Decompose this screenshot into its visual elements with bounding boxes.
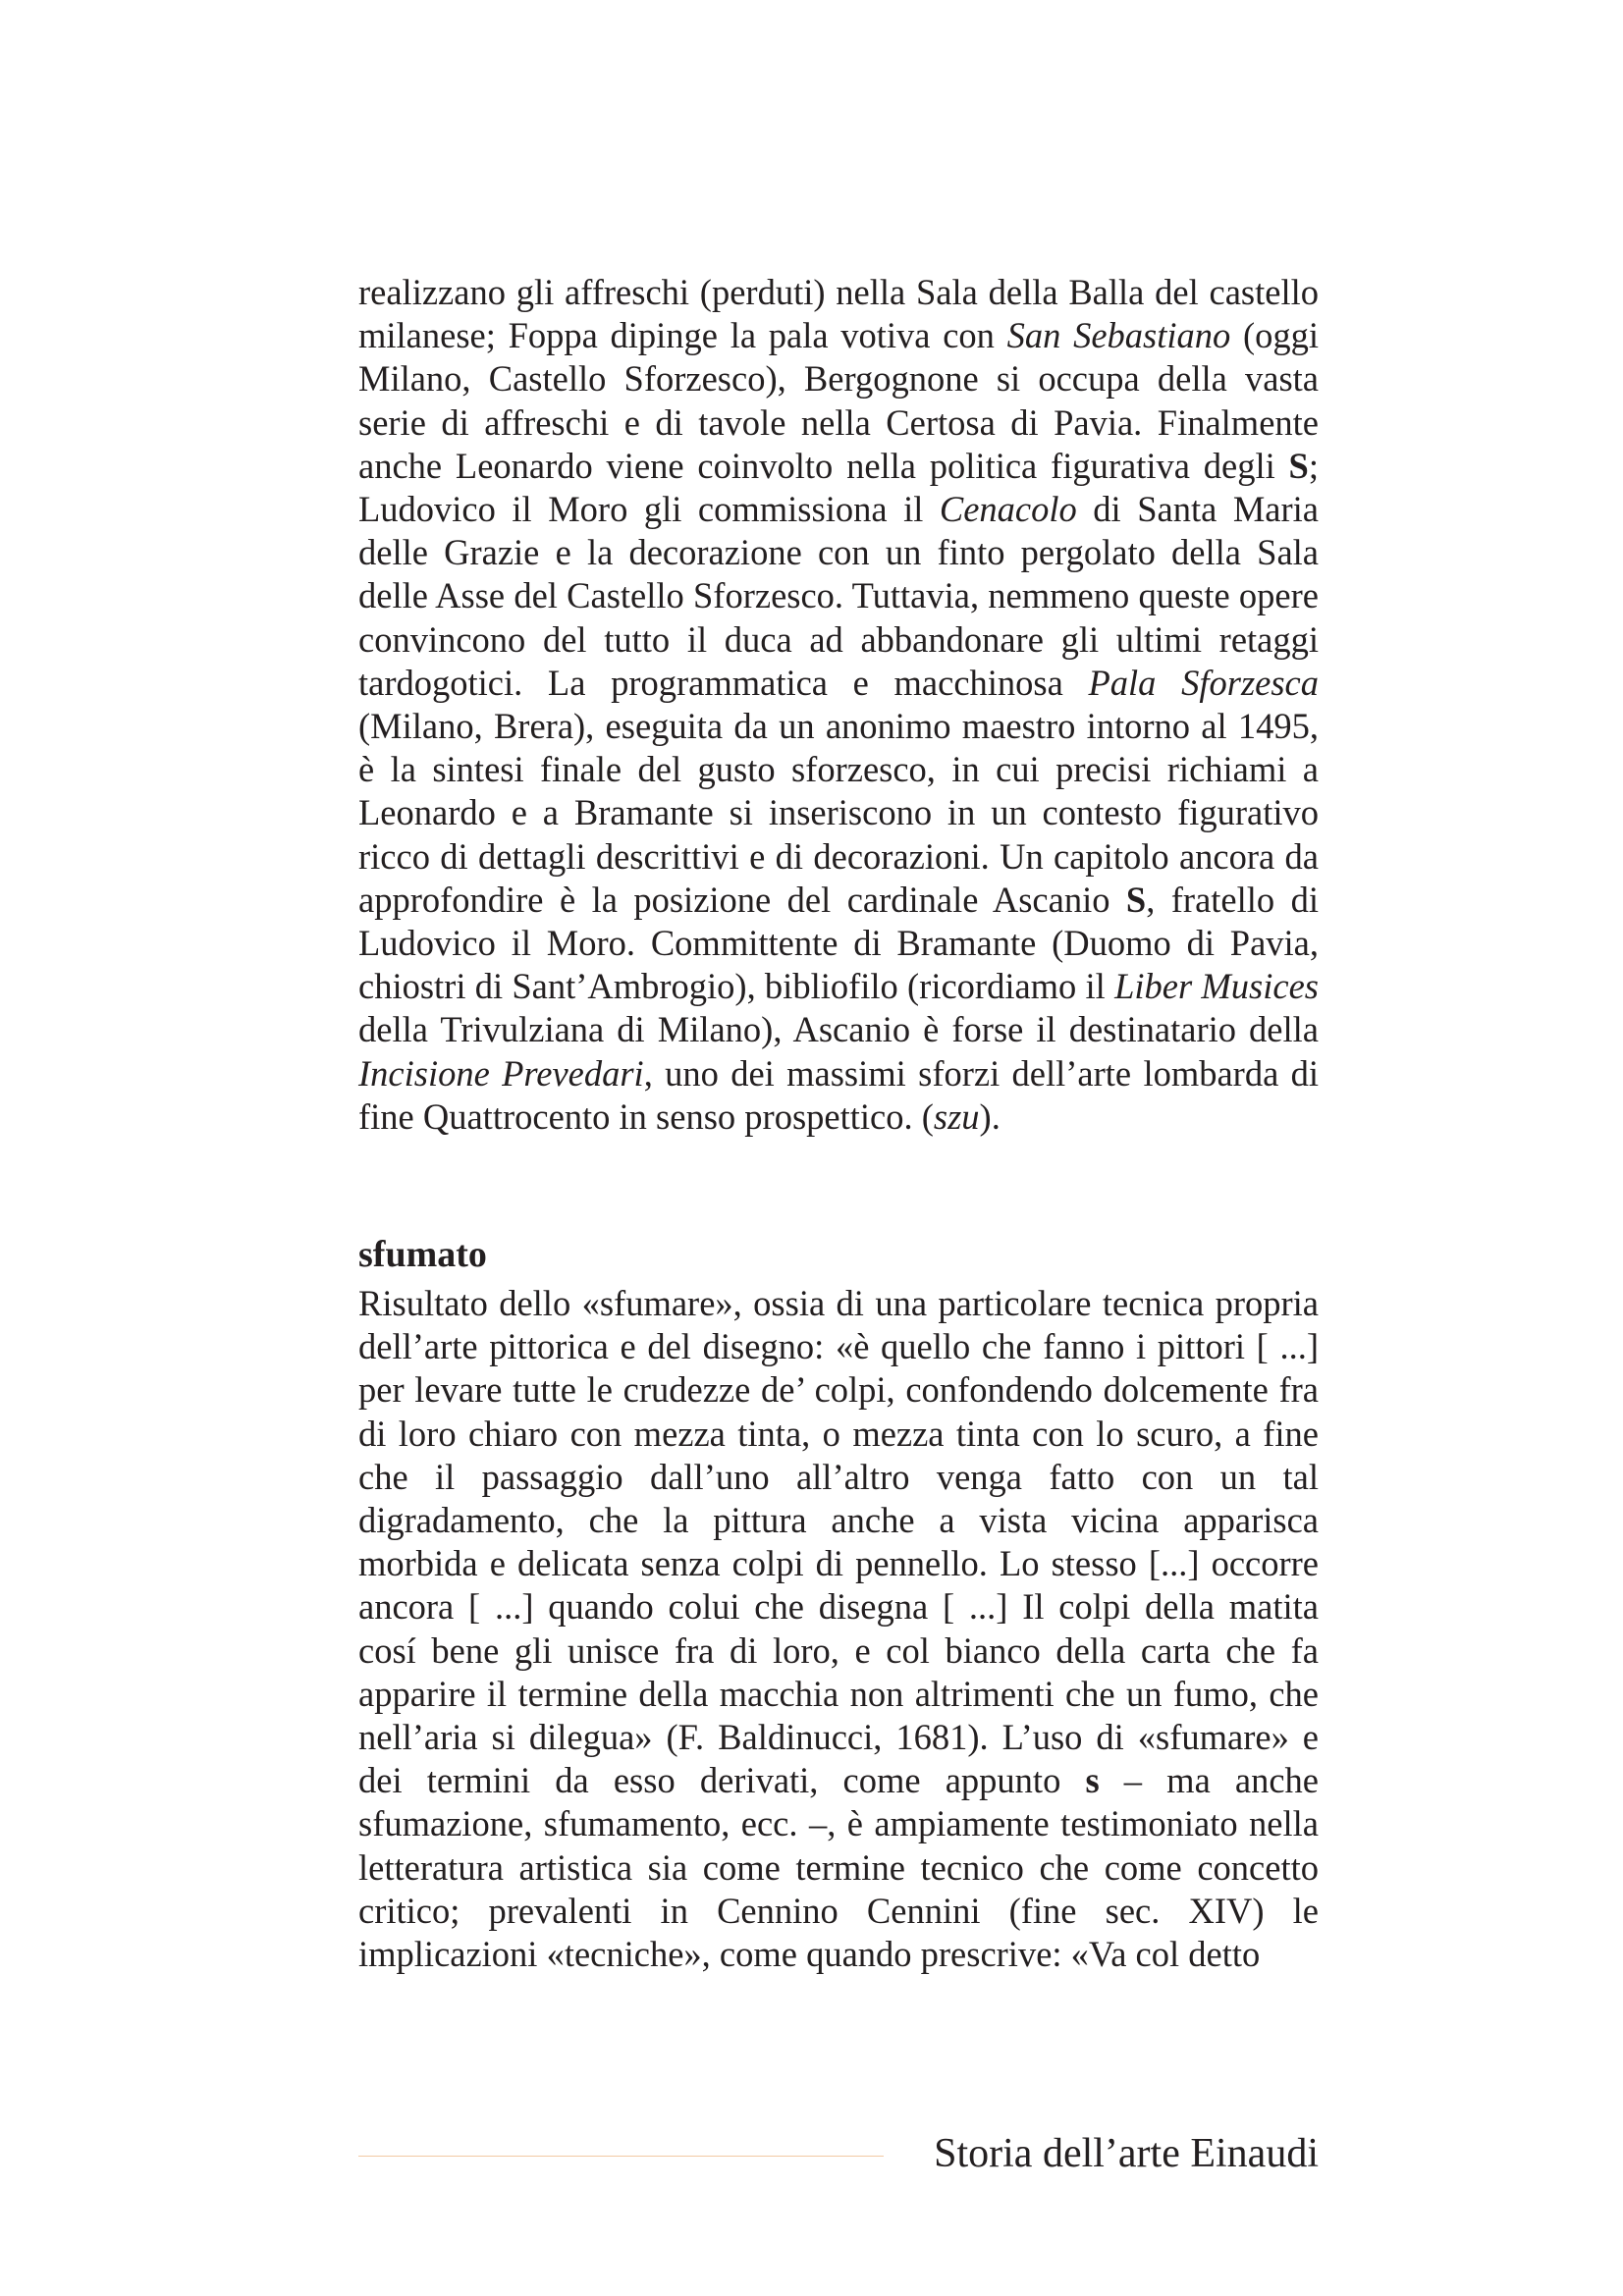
artwork-title: San Sebastiano (1006, 315, 1231, 356)
continuation-paragraph (358, 271, 1319, 1139)
text-run: ; Ludovico il Moro gli commissiona il (358, 445, 1319, 530)
text-run: , uno dei massimi sforzi dell’arte lombarda di fine Quattrocento in senso prospettico. ( (358, 1052, 1319, 1137)
artwork-title: Pala Sforzesca (1088, 662, 1320, 703)
text-run: Risultato dello «sfumare», ossia di una particolare tecnica propria dell’arte pittorica e del disegno: «è quello che fanno i pittori [ ...] per levare tutte le crudezze de’ colpi, confondendo dolcemente fra di loro chiaro con mezza tinta, o mezza tinta con lo scuro, a fine che il passaggio dall’uno all’altro venga fatto con un tal digradamento, che la pittura anche a vista vicina apparisca morbida e delicata senza colpi di pennello. Lo stesso [...] occorre ancora [ ...] quando colui che disegna [ ...] Il colpi della matita cosí bene gli unisce fra di loro, e col bianco della carta che fa apparire il termine della macchia non altrimenti che un fumo, che nell’aria si dilegua» (F. Baldinucci, 1681). L’uso di «sfumare» e dei termini da esso derivati, come appunto (358, 1283, 1319, 1801)
text-run: , fratello di Ludovico il Moro. Committente di Bramante (Duomo di Pavia, chiostri di Sant’Ambrogio), bibliofilo (ricordiamo il (358, 879, 1319, 1007)
artwork-title: Liber Musices (1114, 966, 1319, 1007)
author-initials: szu (933, 1095, 980, 1137)
text-run: realizzano gli affreschi (perduti) nella Sala della Balla del castello milanese; Foppa dipinge la pala votiva con (358, 272, 1319, 356)
artwork-title: Incisione Prevedari (358, 1052, 644, 1094)
text-run: della Trivulziana di Milano), Ascanio è forse il destinatario della (358, 1009, 1319, 1050)
text-run: (Milano, Brera), eseguita da un anonimo maestro intorno al 1495, è la sintesi finale del gusto sforzesco, in cui precisi richiami a Leonardo e a Bramante si inseriscono in un contesto figurativo ricco di dettagli descrittivi e di decorazioni. Un capitolo ancora da approfondire è la posizione del cardinale Ascanio (358, 706, 1319, 920)
footer-rule (358, 2156, 884, 2157)
text-run: – ma anche sfumazione, sfumamento, ecc. –, è ampiamente testimoniato nella letteratura artistica sia come termine tecnico che come concetto critico; prevalenti in Cennino Cennini (fine sec. XIV) le implicazioni «tecniche», come quando prescrive: «Va col detto (358, 1760, 1319, 1975)
text-run: (oggi Milano, Castello Sforzesco), Bergognone si occupa della vasta serie di affreschi e di tavole nella Certosa di Pavia. Finalmente anche Leonardo viene coinvolto nella politica figurativa degli (358, 315, 1320, 486)
text-run: di Santa Maria delle Grazie e la decorazione con un finto pergolato della Sala delle Asse del Castello Sforzesco. Tuttavia, nemmeno queste opere convincono del tutto il duca ad abbandonare gli ultimi retaggi tardogotici. La programmatica e macchinosa (358, 489, 1319, 703)
text-run: ). (979, 1095, 1001, 1137)
entry-abbreviation: S (1125, 879, 1147, 920)
artwork-title: Cenacolo (939, 489, 1077, 530)
footer-title: Storia dell’arte Einaudi (934, 2131, 1319, 2176)
entry-heading: sfumato (358, 1234, 487, 1275)
entry-abbreviation: s (1085, 1760, 1100, 1801)
entry-abbreviation: S (1288, 445, 1309, 486)
entry-body-paragraph (358, 1282, 1319, 1976)
